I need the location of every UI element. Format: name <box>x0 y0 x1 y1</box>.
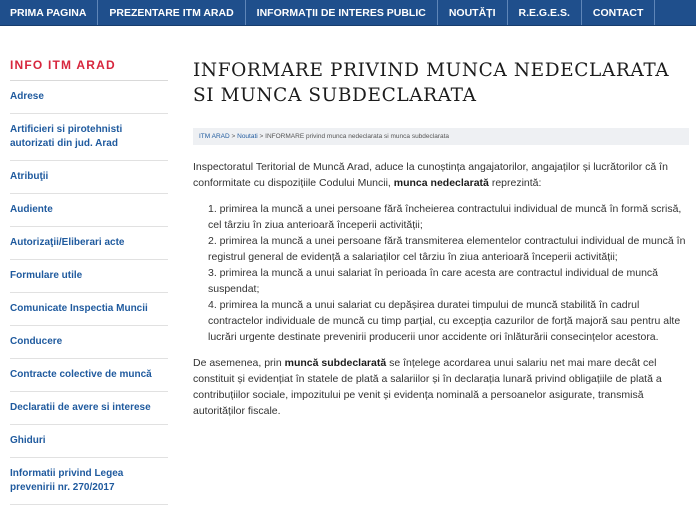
list-item: 3. primirea la muncă a unui salariat în perioada în care acesta are contractul individual de muncă suspendat; <box>208 267 658 295</box>
second-paragraph: De asemenea, prin muncă subdeclarată se înțelege acordarea unui salariu net mai mare decât cel constituit și evidențiat în statele de plată a salariilor și în declarația lunară privind obligațiile de plată a contribuțiilor sociale, impozitului pe venit și evidența nominală a persoanelor asigurate, transmisă autorităților fiscale. <box>193 357 662 417</box>
article-body <box>193 159 689 419</box>
sidebar-item-audiente[interactable]: Audiente <box>10 194 168 227</box>
breadcrumb-separator: > <box>257 133 266 140</box>
list-item: 1. primirea la muncă a unei persoane fără încheierea contractului individual de muncă în formă scrisă, cel târziu în ziua anterioară începerii activității; <box>208 203 682 231</box>
sidebar-item-formulare[interactable]: Formulare utile <box>10 260 168 293</box>
main-content <box>193 58 689 429</box>
sidebar-item-ghiduri[interactable]: Ghiduri <box>10 425 168 458</box>
nav-prezentare[interactable]: PREZENTARE ITM ARAD <box>98 0 245 25</box>
sidebar-item-conducere[interactable]: Conducere <box>10 326 168 359</box>
breadcrumb <box>193 128 689 145</box>
sidebar-item-declaratii-avere[interactable]: Declaratii de avere si interese <box>10 392 168 425</box>
intro-paragraph: Inspectoratul Teritorial de Muncă Arad, aduce la cunoștința angajatorilor, angajaților și lucrătorilor că în conformitate cu dispozițiile Codului Muncii, munca nedeclarată reprezintă: <box>193 161 668 189</box>
sidebar-item-autorizatii[interactable]: Autorizaţii/Eliberari acte <box>10 227 168 260</box>
breadcrumb-current: INFORMARE privind munca nedeclarata si munca subdeclarata <box>265 133 450 140</box>
sidebar-heading: INFO ITM ARAD <box>10 58 168 81</box>
term-munca-nedeclarata: munca nedeclarată <box>393 177 489 189</box>
sidebar-item-artificieri[interactable]: Artificieri si pirotehnisti autorizati din jud. Arad <box>10 114 168 161</box>
breadcrumb-separator: > <box>229 133 238 140</box>
nav-contact[interactable]: CONTACT <box>582 0 656 25</box>
nav-reges[interactable]: R.E.G.E.S. <box>508 0 582 25</box>
nav-informatii-interes-public[interactable]: INFORMAȚII DE INTERES PUBLIC <box>246 0 438 25</box>
term-munca-subdeclarata: muncă subdeclarată <box>284 357 387 369</box>
page-title: INFORMARE PRIVIND MUNCA NEDECLARATA SI MUNCA SUBDECLARATA <box>193 60 670 106</box>
sidebar-item-atributii[interactable]: Atribuţii <box>10 161 168 194</box>
list-item: 4. primirea la muncă a unui salariat cu depășirea duratei timpului de muncă stabilită în cadrul contractelor individuale de muncă cu timp parțial, cu excepția cazurilor de forță majoră sau pentru alte lucrări urgente destinate prevenirii producerii unor accidente ori înlăturării consecințelor acestora. <box>208 299 681 343</box>
breadcrumb-home-link[interactable]: ITM ARAD <box>199 133 230 140</box>
sidebar-item-comunicate[interactable]: Comunicate Inspectia Muncii <box>10 293 168 326</box>
definition-list <box>193 201 689 345</box>
breadcrumb-noutati-link[interactable]: Noutati <box>237 133 258 140</box>
list-item: 2. primirea la muncă a unei persoane fără transmiterea elementelor contractului individual de muncă în registrul general de evidență a salariaților cel târziu în ziua anterioară începerii activității; <box>208 235 686 263</box>
sidebar <box>10 58 168 505</box>
sidebar-item-legea-prevenirii[interactable]: Informatii privind Legea prevenirii nr. 270/2017 <box>10 458 168 505</box>
sidebar-item-adrese[interactable]: Adrese <box>10 81 168 114</box>
sidebar-item-contracte-colective[interactable]: Contracte colective de muncă <box>10 359 168 392</box>
nav-prima-pagina[interactable]: PRIMA PAGINA <box>0 0 98 25</box>
top-navigation <box>0 0 696 26</box>
nav-noutati[interactable]: NOUTĂȚI <box>438 0 508 25</box>
